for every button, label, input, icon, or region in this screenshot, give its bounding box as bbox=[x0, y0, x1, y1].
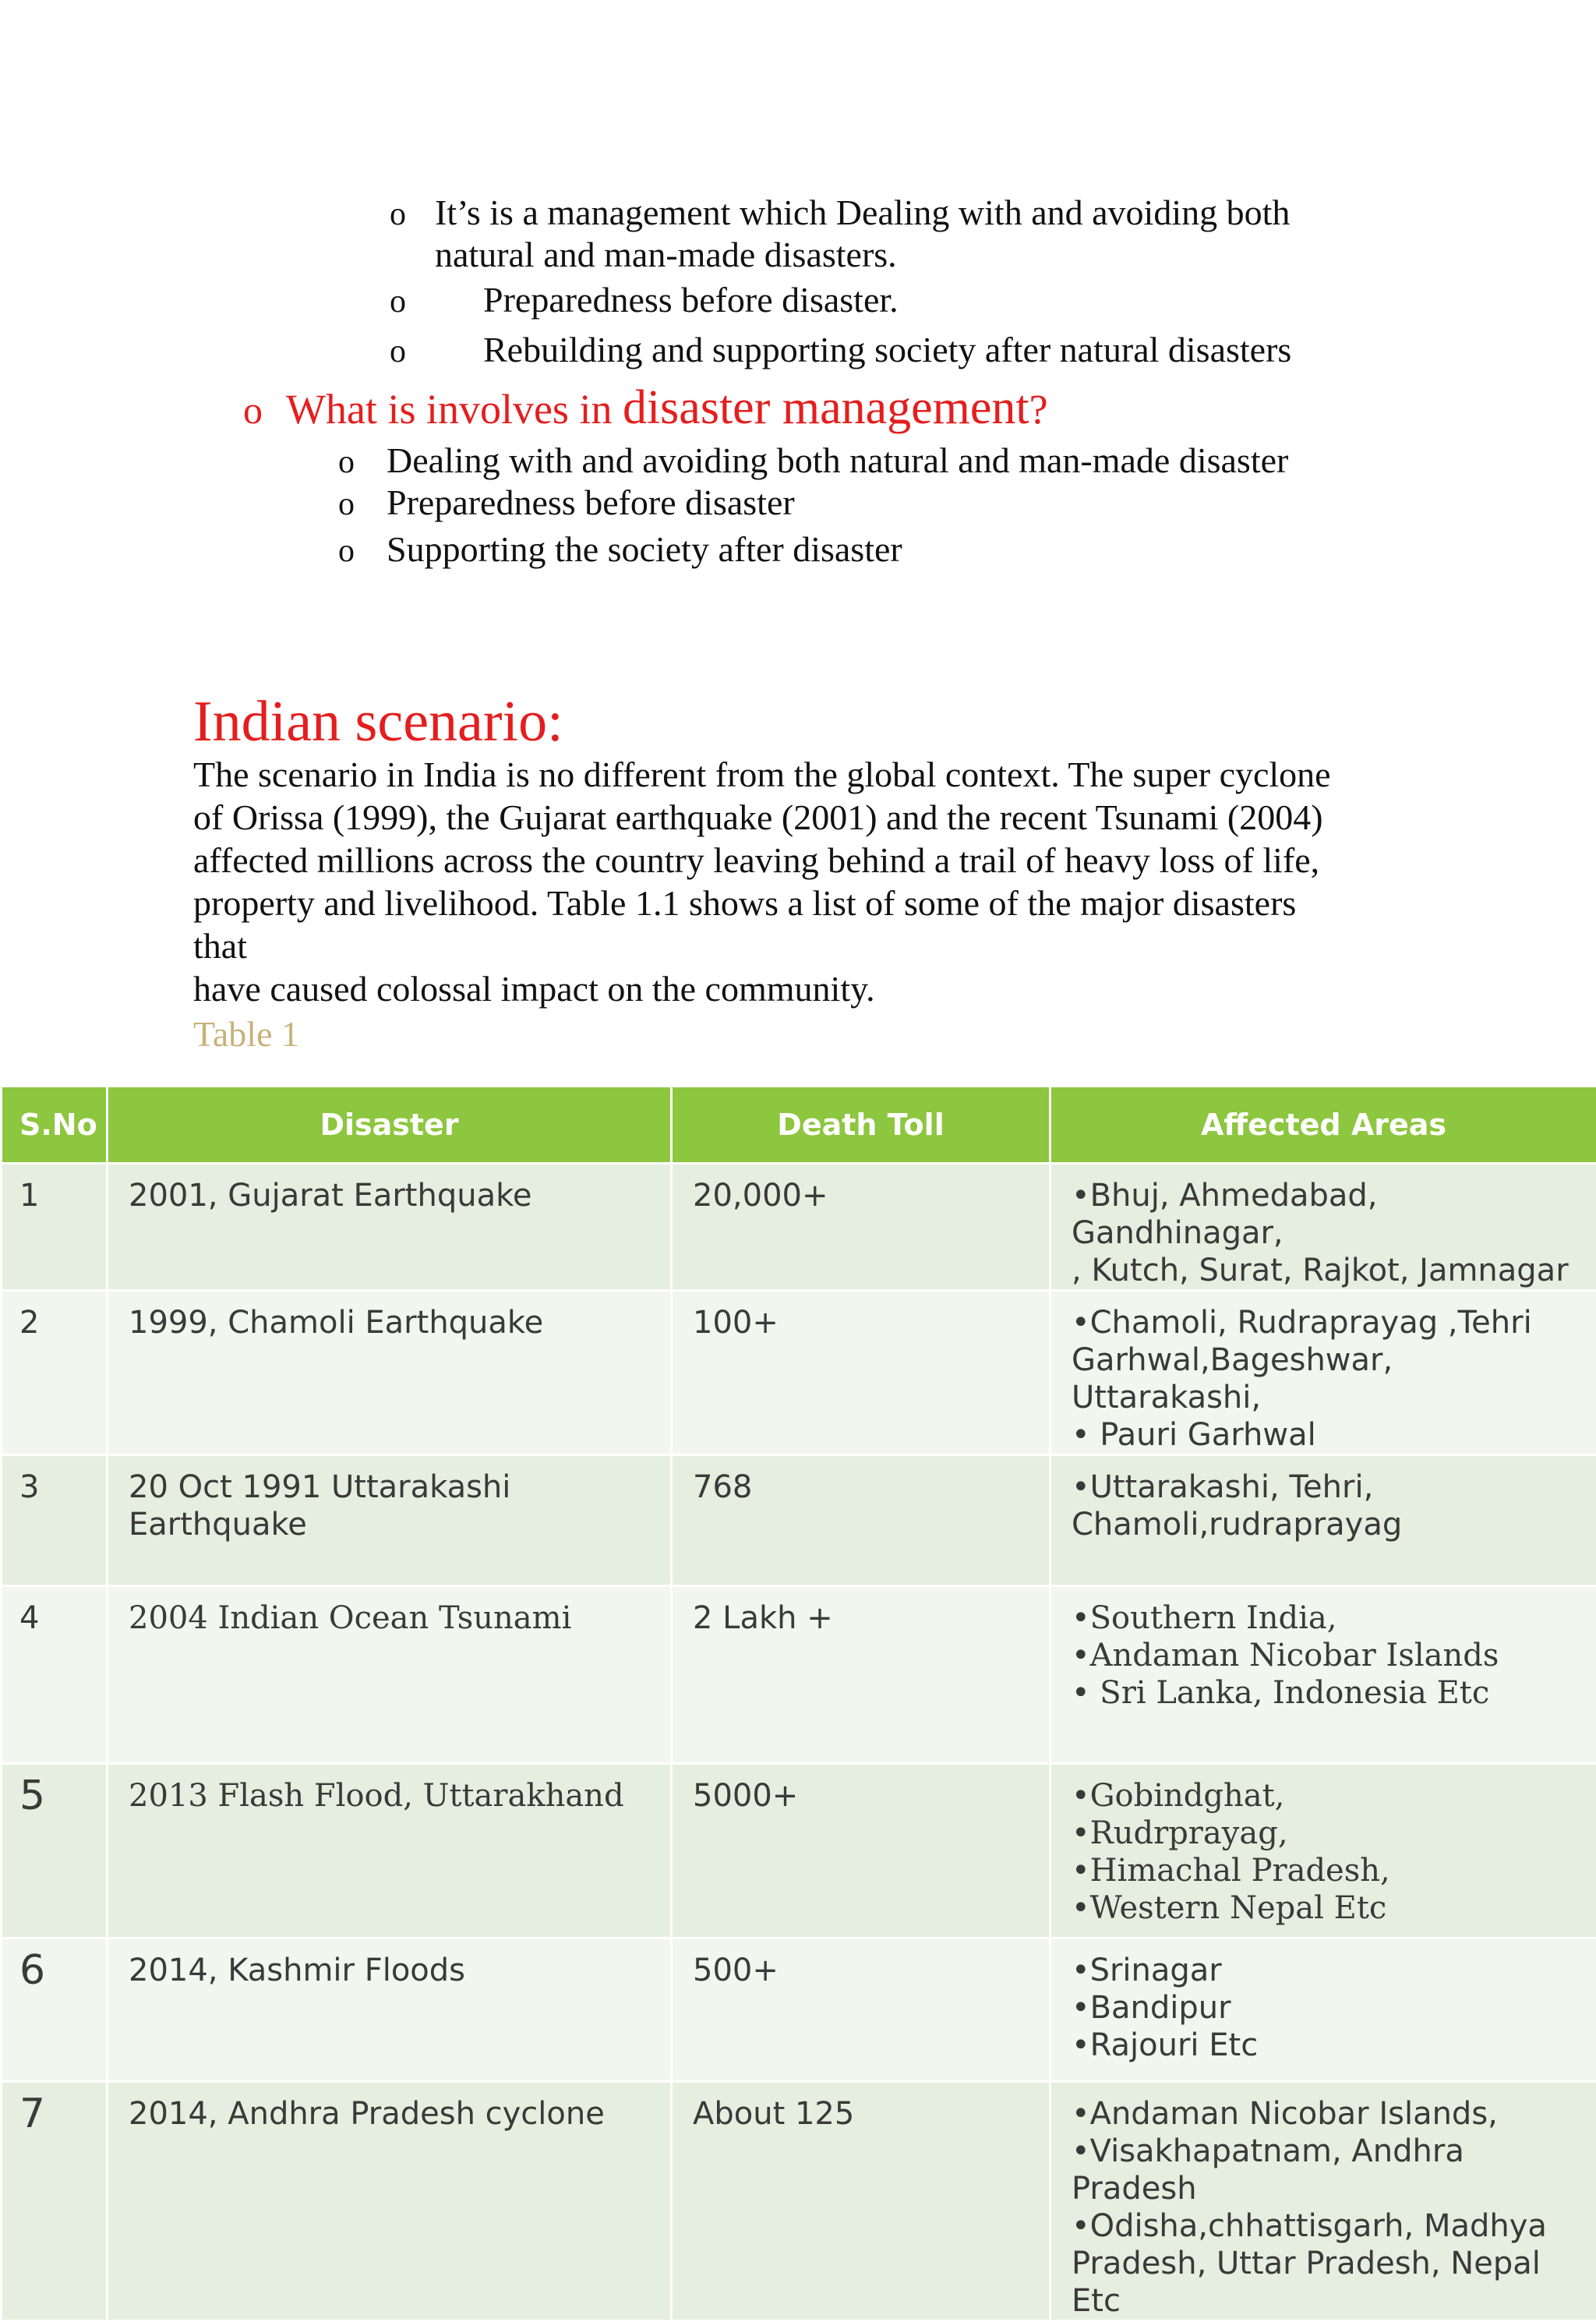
area-line: •Rajouri Etc bbox=[1072, 2027, 1579, 2064]
paragraph-line: property and livelihood. Table 1.1 shows a list of some of the major disasters bbox=[193, 882, 1409, 924]
bullet-text: Preparedness before disaster. bbox=[483, 279, 899, 321]
area-line: •Bhuj, Ahmedabad, Gandhinagar, bbox=[1072, 1177, 1579, 1252]
section-heading: Indian scenario: bbox=[193, 689, 563, 755]
bullet-text: Rebuilding and supporting society after natural disasters bbox=[483, 329, 1291, 371]
bullet-text: Supporting the society after disaster bbox=[387, 528, 902, 571]
area-line: •Odisha,chhattisgarh, Madhya bbox=[1072, 2207, 1579, 2245]
area-line: • Pauri Garhwal bbox=[1072, 1416, 1579, 1454]
bullet-text: natural and man-made disasters. bbox=[435, 234, 1290, 276]
area-line: •Himachal Pradesh, bbox=[1072, 1852, 1579, 1889]
cell-death-toll: About 125 bbox=[672, 2082, 1050, 2321]
bullet-marker: o bbox=[338, 530, 355, 572]
table-caption: Table 1 bbox=[193, 1013, 299, 1055]
cell-death-toll: 500+ bbox=[672, 1939, 1050, 2082]
cell-affected-areas bbox=[1050, 1291, 1596, 1455]
header-disaster: Disaster bbox=[108, 1087, 672, 1164]
area-line: •Gobindghat, bbox=[1072, 1777, 1579, 1815]
cell-sno: 5 bbox=[2, 1764, 108, 1939]
area-line: • Sri Lanka, Indonesia Etc bbox=[1072, 1674, 1579, 1712]
cell-sno: 1 bbox=[2, 1164, 108, 1291]
question-marker: o bbox=[243, 388, 263, 432]
bullet-marker: o bbox=[390, 193, 406, 235]
question-emphasis: disaster management bbox=[623, 381, 1029, 434]
table-row bbox=[2, 1939, 1596, 2082]
area-line: •Bandipur bbox=[1072, 1989, 1579, 2027]
paragraph-line: affected millions across the country leaving behind a trail of heavy loss of life, bbox=[193, 839, 1409, 882]
cell-affected-areas bbox=[1050, 1764, 1596, 1939]
cell-disaster: 2001, Gujarat Earthquake bbox=[108, 1164, 672, 1291]
cell-affected-areas bbox=[1050, 2082, 1596, 2321]
cell-sno: 4 bbox=[2, 1586, 108, 1764]
paragraph-line: have caused colossal impact on the community. bbox=[193, 967, 1409, 1010]
table-row bbox=[2, 1586, 1596, 1764]
bullet-marker: o bbox=[338, 483, 355, 525]
cell-disaster: 20 Oct 1991 Uttarakashi Earthquake bbox=[108, 1455, 672, 1586]
area-line: •Western Nepal Etc bbox=[1072, 1889, 1579, 1927]
area-line: Pradesh, Uttar Pradesh, Nepal Etc bbox=[1072, 2245, 1579, 2320]
cell-disaster: 2004 Indian Ocean Tsunami bbox=[108, 1586, 672, 1764]
cell-sno: 6 bbox=[2, 1939, 108, 2082]
area-line: , Kutch, Surat, Rajkot, Jamnagar bbox=[1072, 1252, 1579, 1289]
paragraph-line: of Orissa (1999), the Gujarat earthquake (2001) and the recent Tsunami (2004) bbox=[193, 796, 1409, 839]
question-text: What is involves in bbox=[286, 386, 623, 433]
bullet-marker: o bbox=[390, 281, 406, 323]
cell-death-toll: 768 bbox=[672, 1455, 1050, 1586]
cell-disaster: 2013 Flash Flood, Uttarakhand bbox=[108, 1764, 672, 1939]
area-line: •Srinagar bbox=[1072, 1952, 1579, 1989]
table-row bbox=[2, 2082, 1596, 2321]
cell-disaster: 1999, Chamoli Earthquake bbox=[108, 1291, 672, 1455]
table-row bbox=[2, 1164, 1596, 1291]
paragraph-line: that bbox=[193, 924, 1409, 967]
area-line: •Visakhapatnam, Andhra Pradesh bbox=[1072, 2133, 1579, 2207]
header-death-toll: Death Toll bbox=[672, 1087, 1050, 1164]
disaster-table bbox=[0, 1085, 1596, 2322]
cell-affected-areas bbox=[1050, 1939, 1596, 2082]
table-row bbox=[2, 1455, 1596, 1586]
cell-death-toll: 2 Lakh + bbox=[672, 1586, 1050, 1764]
header-sno: S.No bbox=[2, 1087, 108, 1164]
bullet-text: It’s is a management which Dealing with and avoiding both bbox=[435, 192, 1290, 234]
cell-death-toll: 5000+ bbox=[672, 1764, 1050, 1939]
scenario-paragraph bbox=[193, 753, 1409, 1010]
cell-sno: 2 bbox=[2, 1291, 108, 1455]
cell-disaster: 2014, Kashmir Floods bbox=[108, 1939, 672, 2082]
cell-death-toll: 20,000+ bbox=[672, 1164, 1050, 1291]
bullet-marker: o bbox=[338, 441, 355, 483]
cell-affected-areas bbox=[1050, 1455, 1596, 1586]
bullet-text: Preparedness before disaster bbox=[387, 482, 795, 524]
bullet-text: Dealing with and avoiding both natural and man-made disaster bbox=[387, 440, 1288, 482]
area-line: •Chamoli, Rudraprayag ,Tehri bbox=[1072, 1304, 1579, 1341]
header-affected-areas: Affected Areas bbox=[1050, 1087, 1596, 1164]
table-header-row bbox=[2, 1087, 1596, 1164]
table-row bbox=[2, 1764, 1596, 1939]
question-mark: ? bbox=[1029, 386, 1048, 433]
area-line: •Uttarakashi, Tehri, bbox=[1072, 1468, 1579, 1506]
cell-affected-areas bbox=[1050, 1164, 1596, 1291]
area-line: •Andaman Nicobar Islands bbox=[1072, 1637, 1579, 1674]
area-line: Chamoli,rudraprayag bbox=[1072, 1506, 1579, 1543]
cell-sno: 3 bbox=[2, 1455, 108, 1586]
paragraph-line: The scenario in India is no different from the global context. The super cyclone bbox=[193, 753, 1409, 796]
area-line: •Andaman Nicobar Islands, bbox=[1072, 2095, 1579, 2133]
cell-affected-areas bbox=[1050, 1586, 1596, 1764]
table-row bbox=[2, 1291, 1596, 1455]
cell-disaster: 2014, Andhra Pradesh cyclone bbox=[108, 2082, 672, 2321]
question-heading bbox=[243, 380, 1048, 436]
cell-death-toll: 100+ bbox=[672, 1291, 1050, 1455]
bullet-marker: o bbox=[390, 330, 406, 373]
area-line: •Southern India, bbox=[1072, 1599, 1579, 1637]
cell-sno: 7 bbox=[2, 2082, 108, 2321]
area-line: Garhwal,Bageshwar, Uttarakashi, bbox=[1072, 1341, 1579, 1416]
area-line: •Rudrprayag, bbox=[1072, 1815, 1579, 1852]
